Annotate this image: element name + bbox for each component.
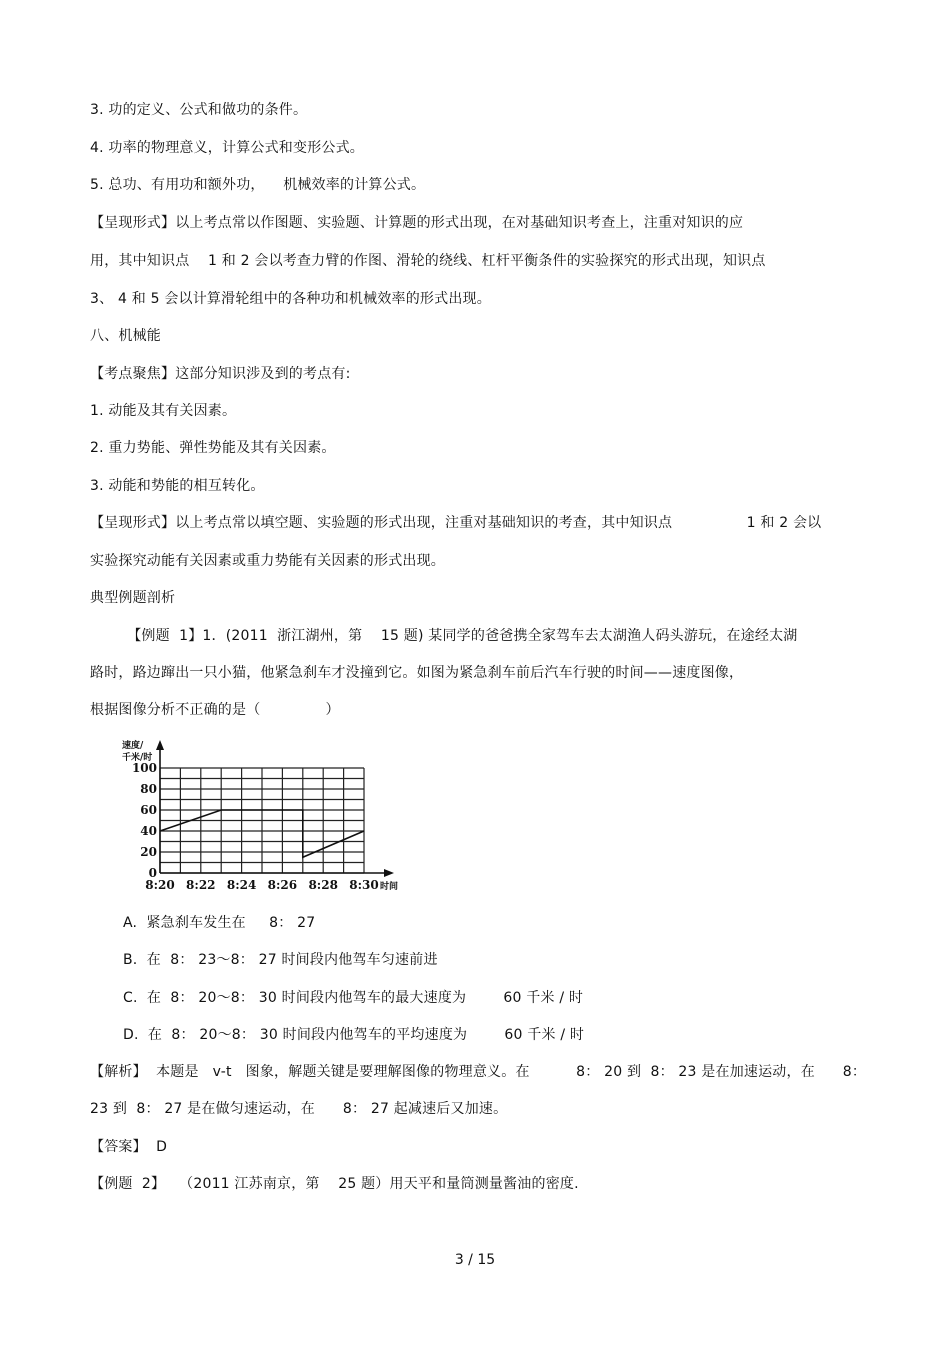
subsection-heading: 典型例题剖析 — [90, 590, 176, 606]
text-line-1: 3. 功的定义、公式和做功的条件。 — [90, 102, 308, 118]
x-tick-label: 8:22 — [186, 878, 216, 892]
speed-time-chart — [118, 738, 408, 898]
y-tick-label: 0 — [148, 866, 157, 880]
y-axis-label-unit: 千米/时 — [122, 753, 153, 763]
text-line-10: 2. 重力势能、弹性势能及其有关因素。 — [90, 440, 336, 456]
section-heading: 八、机械能 — [90, 328, 161, 344]
option-c: C. 在 8： 20～8： 30 时间段内他驾车的最大速度为 60 千米 / 时 — [123, 990, 584, 1006]
x-axis-arrow — [384, 869, 394, 877]
x-tick-label: 8:28 — [308, 878, 338, 892]
option-d: D. 在 8： 20～8： 30 时间段内他驾车的平均速度为 60 千米 / 时 — [123, 1027, 585, 1043]
option-b: B. 在 8： 23～8： 27 时间段内他驾车匀速前进 — [123, 952, 438, 968]
text-line-13: 实验探究动能有关因素或重力势能有关因素的形式出现。 — [90, 553, 445, 569]
page-number: 3 / 15 — [454, 1252, 496, 1268]
text-line-6: 3、 4 和 5 会以计算滑轮组中的各种功和机械效率的形式出现。 — [90, 291, 491, 307]
x-tick-label: 8:26 — [267, 878, 298, 892]
example-1-line-2: 路时，路边蹿出一只小猫，他紧急刹车才没撞到它。如图为紧急刹车前后汽车行驶的时间——速度图像， — [90, 665, 744, 681]
y-axis-arrow — [156, 740, 164, 750]
y-tick-label: 100 — [131, 761, 157, 775]
text-line-5: 用，其中知识点 1 和 2 会以考查力臂的作图、滑轮的绕线、杠杆平衡条件的实验探究的形式出现，知识点 — [90, 253, 766, 269]
y-tick-label: 80 — [140, 782, 157, 796]
x-tick-label: 8:30 — [349, 878, 379, 892]
example-2-line: 【例题 2】 （2011 江苏南京，第 25 题）用天平和量筒测量酱油的密度. — [90, 1176, 579, 1192]
text-line-4: 【呈现形式】以上考点常以作图题、实验题、计算题的形式出现，在对基础知识考查上，注重对知识的应 — [90, 215, 744, 231]
text-line-9: 1. 动能及其有关因素。 — [90, 403, 237, 419]
y-tick-label: 20 — [140, 845, 157, 859]
y-tick-label: 60 — [140, 803, 157, 817]
y-tick-label: 40 — [140, 824, 157, 838]
text-line-2: 4. 功率的物理意义，计算公式和变形公式。 — [90, 140, 365, 156]
analysis-line-2: 23 到 8： 27 是在做匀速运动，在 8： 27 起减速后又加速。 — [90, 1101, 508, 1117]
text-line-3: 5. 总功、有用功和额外功， 机械效率的计算公式。 — [90, 177, 426, 193]
example-1-line-1: 【例题 1】1．(2011 浙江湖州，第 15 题) 某同学的爸爸携全家驾车去太湖渔人码头游玩，在途经太湖 — [90, 628, 798, 644]
analysis-line-1: 【解析】 本题是 v-t 图象，解题关键是要理解图像的物理意义。在 8： 20 到 8： 23 是在加速运动，在 8： — [90, 1064, 867, 1080]
example-1-line-3: 根据图像分析不正确的是（ ） — [90, 702, 340, 718]
x-tick-label: 8:24 — [226, 878, 257, 892]
text-line-12: 【呈现形式】以上考点常以填空题、实验题的形式出现，注重对基础知识的考查，其中知识点 1 和 2 会以 — [90, 515, 822, 531]
y-axis-label: 速度/ — [122, 741, 144, 751]
answer-line: 【答案】 D — [90, 1139, 168, 1155]
x-tick-label: 8:20 — [145, 878, 175, 892]
option-a: A. 紧急刹车发生在 8： 27 — [123, 915, 316, 931]
text-line-11: 3. 动能和势能的相互转化。 — [90, 478, 265, 494]
x-axis-label: 时间 — [380, 882, 399, 892]
text-line-8: 【考点聚焦】这部分知识涉及到的考点有: — [90, 366, 351, 382]
